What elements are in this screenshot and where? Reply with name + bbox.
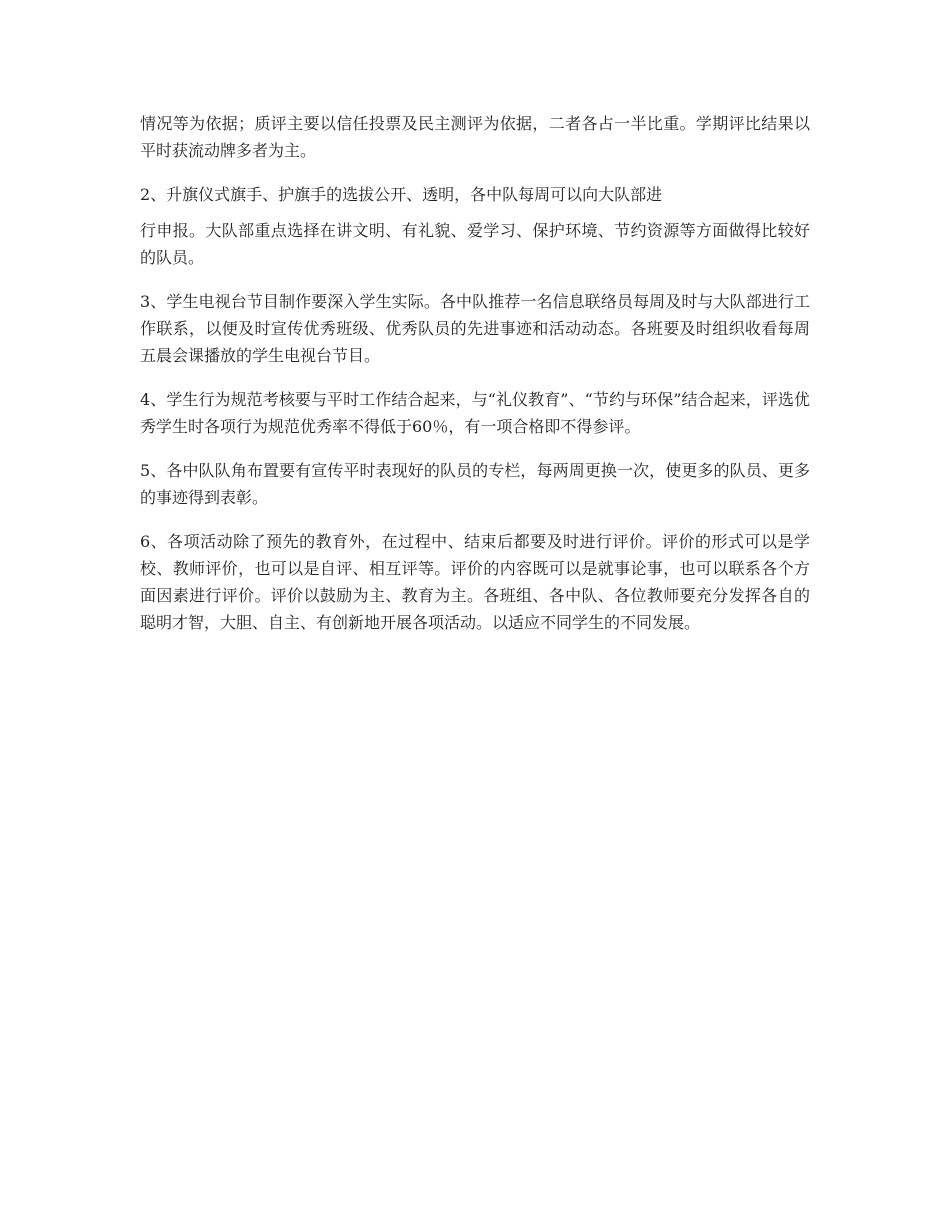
paragraph-flag-bearer-application: 行申报。大队部重点选择在讲文明、有礼貌、爱学习、保护环境、节约资源等方面做得比较好的队员。: [140, 221, 810, 267]
paragraph-evaluation-basis: 情况等为依据；质评主要以信任投票及民主测评为依据，二者各占一半比重。学期评比结果以平时获流动牌多者为主。: [140, 114, 810, 160]
paragraph-behavior-assessment: 4、学生行为规范考核要与平时工作结合起来，与“礼仪教育”、“节约与环保”结合起来，评选优秀学生时各项行为规范优秀率不得低于60％，有一项合格即不得参评。: [140, 390, 810, 436]
paragraph-squad-corner: 5、各中队队角布置要有宣传平时表现好的队员的专栏，每两周更换一次，使更多的队员、更多的事迹得到表彰。: [140, 461, 810, 507]
paragraph-student-tv: 3、学生电视台节目制作要深入学生实际。各中队推荐一名信息联络员每周及时与大队部进行工作联系，以便及时宣传优秀班级、优秀队员的先进事迹和活动动态。各班要及时组织收看每周五晨会课播放的学生电视台节目。: [140, 292, 810, 365]
document-body: [140, 110, 810, 653]
paragraph-activity-evaluation: 6、各项活动除了预先的教育外，在过程中、结束后都要及时进行评价。评价的形式可以是学校、教师评价，也可以是自评、相互评等。评价的内容既可以是就事论事，也可以联系各个方面因素进行评价。评价以鼓励为主、教育为主。各班组、各中队、各位教师要充分发挥各自的聪明才智，大胆、自主、有创新地开展各项活动。以适应不同学生的不同发展。: [140, 532, 810, 632]
paragraph-flag-bearer-selection: 2、升旗仪式旗手、护旗手的选拔公开、透明，各中队每周可以向大队部进: [140, 185, 663, 204]
